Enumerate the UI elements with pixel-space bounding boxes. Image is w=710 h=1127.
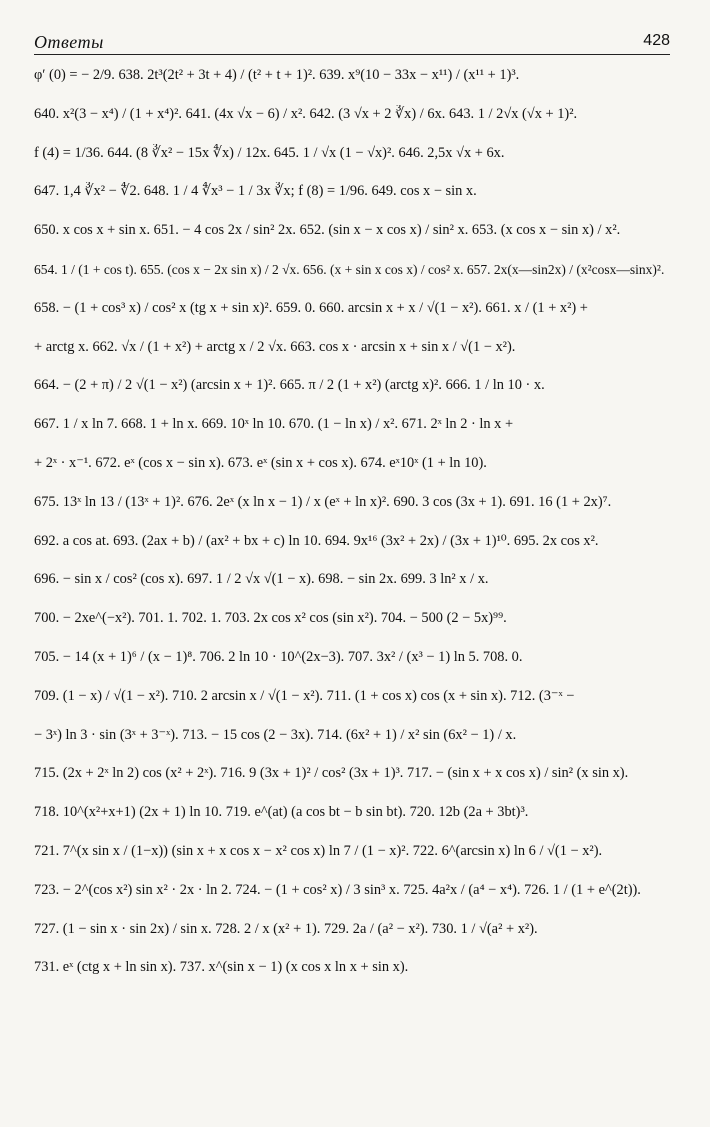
answer-line: 700. − 2xe^(−x²). 701. 1. 702. 1. 703. 2x cos x² cos (sin x²). 704. − 500 (2 − 5x)⁹⁹. <box>34 610 507 627</box>
answer-line: 723. − 2^(cos x²) sin x² · 2x · ln 2. 724. − (1 + cos² x) / 3 sin³ x. 725. 4a²x / (a⁴ − x⁴). 726. 1 / (1 + e^(2t)). <box>34 881 641 898</box>
answer-line: 731. eˣ (ctg x + ln sin x). 737. x^(sin x − 1) (x cos x ln x + sin x). <box>34 959 409 976</box>
answer-line: 647. 1,4 ∛x² − ∜2. 648. 1 / 4 ∜x³ − 1 / 3x ∛x; f (8) = 1/96. 649. cos x − sin x. <box>34 183 477 200</box>
answer-line: 658. − (1 + cos³ x) / cos² x (tg x + sin x)². 659. 0. 660. arcsin x + x / √(1 − x²). 661. x / (1 + x²) + <box>34 299 588 316</box>
answer-line: 718. 10^(x²+x+1) (2x + 1) ln 10. 719. e^(at) (a cos bt − b sin bt). 720. 12b (2a + 3bt)³. <box>34 804 529 821</box>
answer-line: 650. x cos x + sin x. 651. − 4 cos 2x / sin² 2x. 652. (sin x − x cos x) / sin² x. 653. (x cos x − sin x) / x². <box>34 222 621 239</box>
page-number: 428 <box>643 32 670 49</box>
answer-line: + 2ˣ · x⁻¹. 672. eˣ (cos x − sin x). 673. eˣ (sin x + cos x). 674. eˣ10ˣ (1 + ln 10). <box>34 454 487 471</box>
answer-line: 715. (2x + 2ˣ ln 2) cos (x² + 2ˣ). 716. 9 (3x + 1)² / cos² (3x + 1)³. 717. − (sin x + x cos x) / sin² (x sin x). <box>34 765 629 782</box>
answers-list <box>34 66 670 997</box>
answer-line: 696. − sin x / cos² (cos x). 697. 1 / 2 √x √(1 − x). 698. − sin 2x. 699. 3 ln² x / x. <box>34 571 489 588</box>
answer-line: + arctg x. 662. √x / (1 + x²) + arctg x / 2 √x. 663. cos x · arcsin x + sin x / √(1 − x²). <box>34 338 516 355</box>
page-header <box>34 30 670 55</box>
answer-line: 640. x²(3 − x⁴) / (1 + x⁴)². 641. (4x √x − 6) / x². 642. (3 √x + 2 ∛x) / 6x. 643. 1 / 2√x (√x + 1)². <box>34 105 578 122</box>
page-title: Ответы <box>34 32 104 52</box>
answer-line: 675. 13ˣ ln 13 / (13ˣ + 1)². 676. 2eˣ (x ln x − 1) / x (eˣ + ln x)². 690. 3 cos (3x + 1). 691. 16 (1 + 2x)⁷. <box>34 493 612 510</box>
answer-line: 721. 7^(x sin x / (1−x)) (sin x + x cos x − x² cos x) ln 7 / (1 − x)². 722. 6^(arcsin x) ln 6 / √(1 − x²). <box>34 842 603 859</box>
answer-line: − 3ˣ) ln 3 · sin (3ˣ + 3⁻ˣ). 713. − 15 cos (2 − 3x). 714. (6x² + 1) / x² sin (6x² − 1) / x. <box>34 726 517 743</box>
answer-line: f (4) = 1/36. 644. (8 ∛x² − 15x ∜x) / 12x. 645. 1 / √x (1 − √x)². 646. 2,5x √x + 6x. <box>34 144 505 161</box>
answer-line: 709. (1 − x) / √(1 − x²). 710. 2 arcsin x / √(1 − x²). 711. (1 + cos x) cos (x + sin x). 712. (3⁻ˣ − <box>34 687 575 704</box>
answer-line: 692. a cos at. 693. (2ax + b) / (ax² + bx + c) ln 10. 694. 9x¹⁶ (3x² + 2x) / (3x + 1)¹⁰. 695. 2x cos x². <box>34 532 599 549</box>
answer-line: 667. 1 / x ln 7. 668. 1 + ln x. 669. 10ˣ ln 10. 670. (1 − ln x) / x². 671. 2ˣ ln 2 · ln x + <box>34 416 514 433</box>
answer-line: 705. − 14 (x + 1)⁶ / (x − 1)⁸. 706. 2 ln 10 · 10^(2x−3). 707. 3x² / (x³ − 1) ln 5. 708. 0. <box>34 648 523 665</box>
answer-line: 727. (1 − sin x · sin 2x) / sin x. 728. 2 / x (x² + 1). 729. 2a / (a² − x²). 730. 1 / √(a² + x²). <box>34 920 538 937</box>
answer-line: φ′ (0) = − 2/9. 638. 2t³(2t² + 3t + 4) / (t² + t + 1)². 639. x⁹(10 − 33x − x¹¹) / (x¹¹ + 1)³. <box>34 67 520 83</box>
answer-line: 664. − (2 + π) / 2 √(1 − x²) (arcsin x + 1)². 665. π / 2 (1 + x²) (arctg x)². 666. 1 / ln 10 · x. <box>34 377 545 394</box>
answer-line: 654. 1 / (1 + cos t). 655. (cos x − 2x sin x) / 2 √x. 656. (x + sin x cos x) / cos² x. 657. 2x(x—sin2x) / (x²cosx—sinx)². <box>34 261 665 277</box>
